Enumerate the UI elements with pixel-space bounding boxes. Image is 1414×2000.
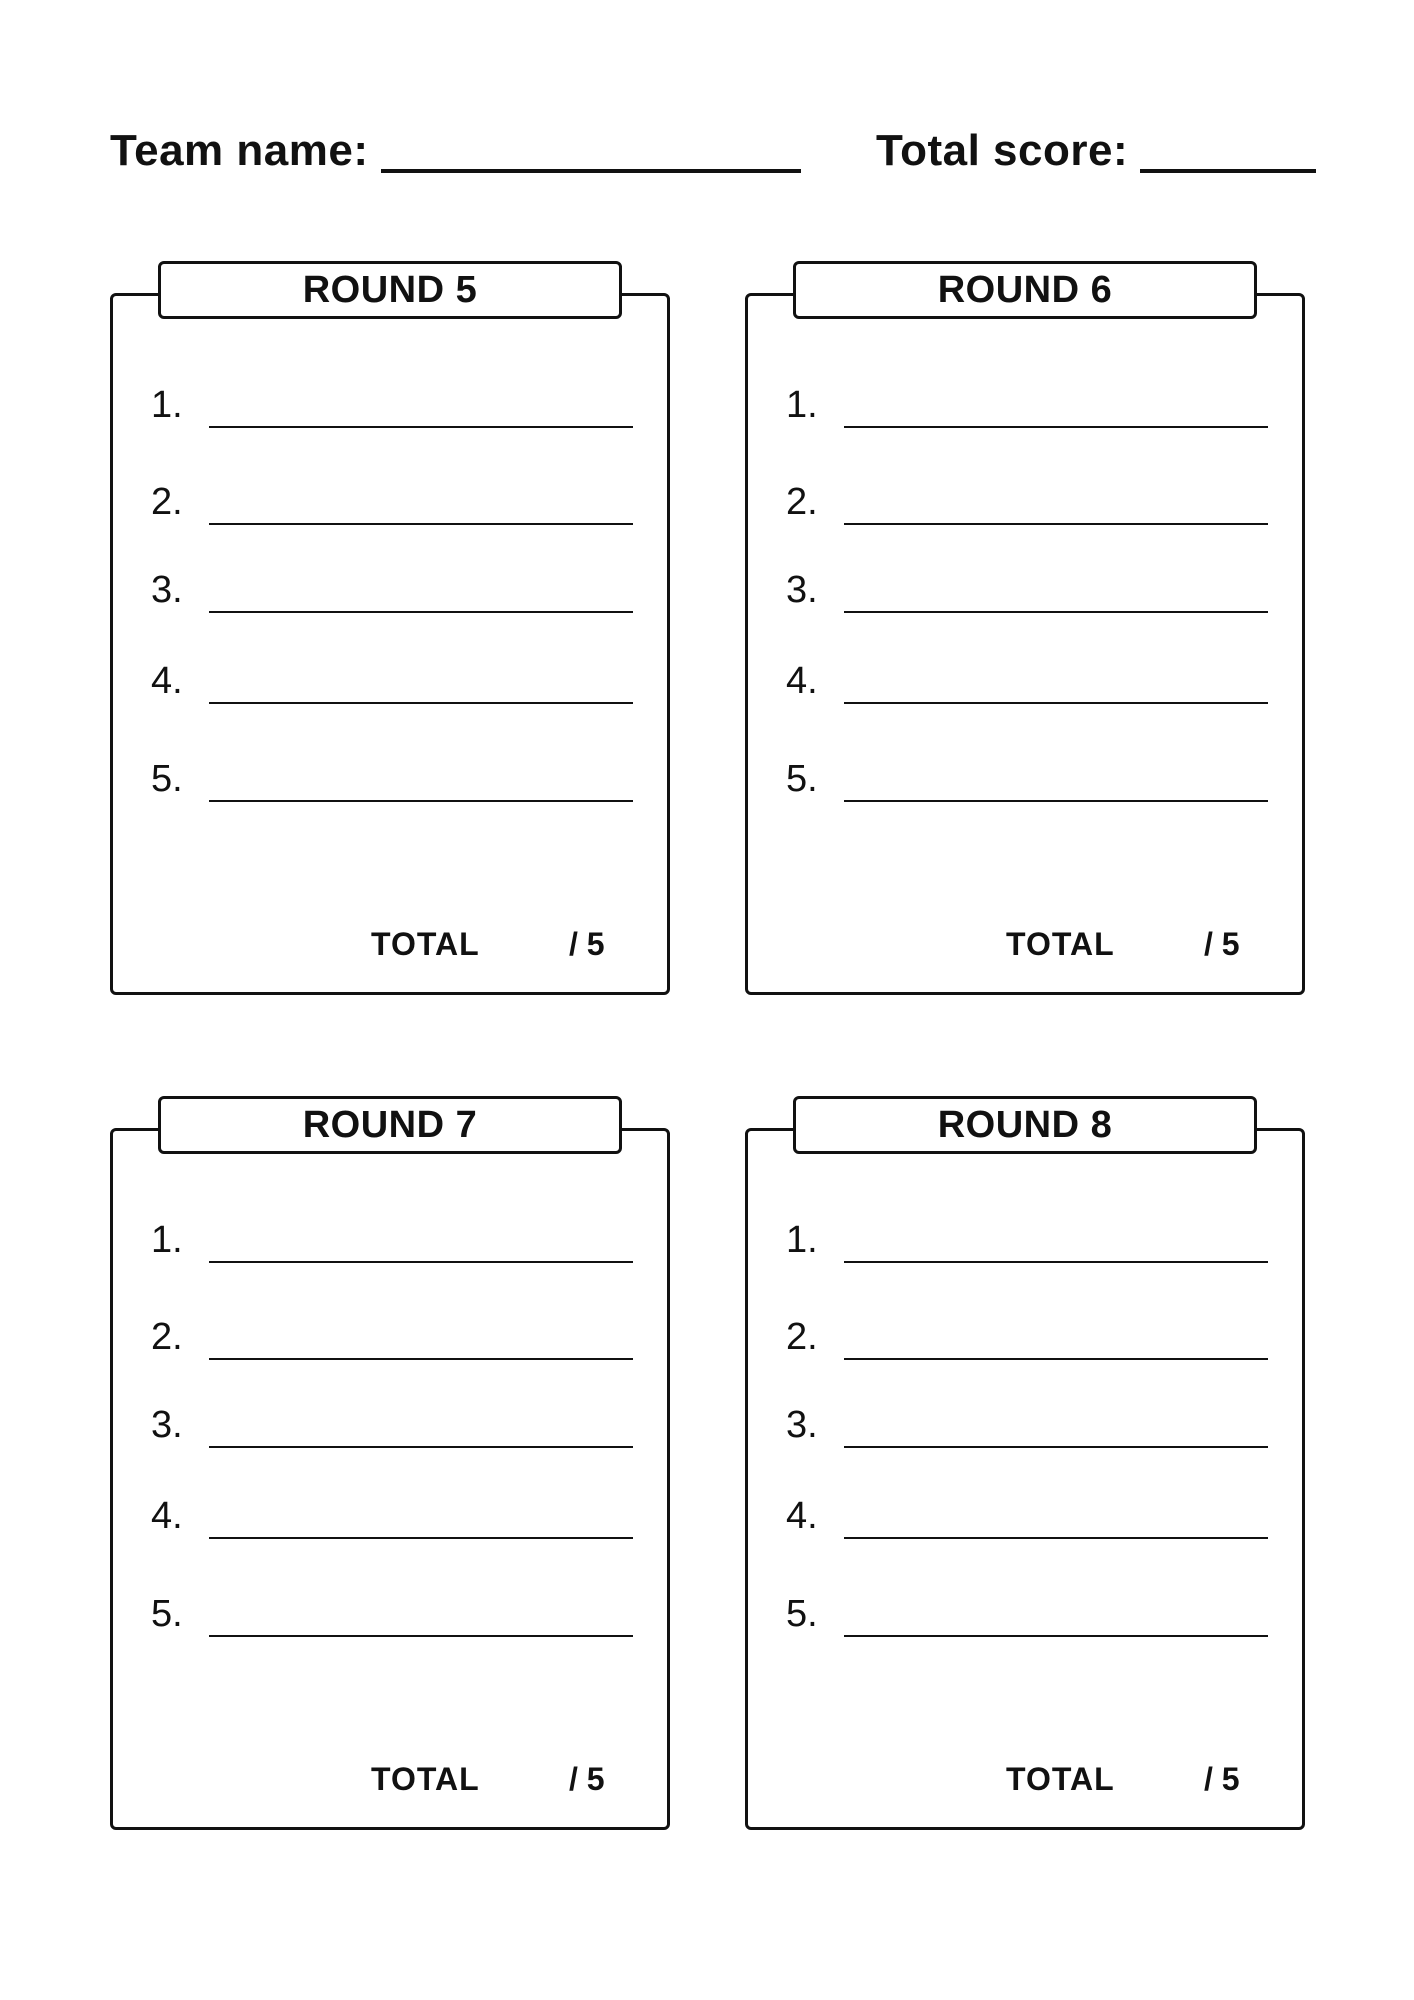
answer-line: [844, 523, 1268, 525]
answer-line: [844, 1261, 1268, 1263]
answer-number: 1.: [151, 1219, 183, 1261]
answer-line: [844, 1537, 1268, 1539]
answer-number: 3.: [151, 569, 183, 611]
round-card-body: [745, 1128, 1305, 1830]
round-title: ROUND 8: [937, 1103, 1113, 1146]
round-card: [110, 1096, 670, 1830]
answer-row: [151, 654, 641, 704]
answer-number: 2.: [786, 1316, 818, 1358]
answer-line: [209, 426, 633, 428]
round-total-label: TOTAL: [371, 1761, 480, 1797]
round-title-tab: [793, 261, 1257, 319]
answer-row: [786, 475, 1276, 525]
answer-line: [209, 1635, 633, 1637]
answer-number: 4.: [786, 660, 818, 702]
answer-row: [151, 1213, 641, 1263]
team-name-label: Team name:: [110, 126, 369, 175]
answer-line: [209, 800, 633, 802]
answer-number: 3.: [151, 1404, 183, 1446]
answer-line: [844, 702, 1268, 704]
answer-line: [844, 426, 1268, 428]
answer-number: 3.: [786, 1404, 818, 1446]
answer-number: 2.: [786, 481, 818, 523]
answer-row: [151, 563, 641, 613]
answer-number: 4.: [151, 660, 183, 702]
answer-row: [151, 1489, 641, 1539]
answer-row: [786, 1587, 1276, 1637]
answer-number: 5.: [786, 1593, 818, 1635]
answer-row: [786, 1489, 1276, 1539]
round-card-body: [110, 293, 670, 995]
total-score-label: Total score:: [876, 126, 1129, 175]
round-title: ROUND 5: [302, 268, 478, 311]
answer-row: [151, 1587, 641, 1637]
answer-number: 2.: [151, 481, 183, 523]
round-card: [745, 261, 1305, 995]
answer-number: 2.: [151, 1316, 183, 1358]
round-total-max: / 5: [569, 1761, 605, 1797]
answer-row: [786, 378, 1276, 428]
round-title: ROUND 6: [937, 268, 1113, 311]
round-title-tab: [793, 1096, 1257, 1154]
round-title-tab: [158, 261, 622, 319]
answer-number: 1.: [786, 1219, 818, 1261]
answer-line: [209, 1446, 633, 1448]
round-card: [110, 261, 670, 995]
answer-line: [844, 800, 1268, 802]
answer-line: [209, 702, 633, 704]
round-title: ROUND 7: [302, 1103, 478, 1146]
round-title-tab: [158, 1096, 622, 1154]
answer-row: [151, 1310, 641, 1360]
answer-number: 4.: [151, 1495, 183, 1537]
answer-line: [844, 1635, 1268, 1637]
total-score-line: [1140, 169, 1316, 173]
answer-line: [844, 1358, 1268, 1360]
answer-row: [151, 475, 641, 525]
team-name-field: [110, 113, 801, 173]
answer-number: 3.: [786, 569, 818, 611]
round-total-max: / 5: [569, 926, 605, 962]
answer-row: [151, 378, 641, 428]
team-name-line: [381, 169, 801, 173]
answer-number: 5.: [151, 758, 183, 800]
answer-row: [786, 563, 1276, 613]
round-card-body: [745, 293, 1305, 995]
answer-number: 1.: [786, 384, 818, 426]
answer-row: [786, 654, 1276, 704]
round-total-label: TOTAL: [1006, 1761, 1115, 1797]
answer-row: [151, 1398, 641, 1448]
round-total-max: / 5: [1204, 926, 1240, 962]
answer-line: [209, 1261, 633, 1263]
answer-line: [209, 1358, 633, 1360]
answer-number: 1.: [151, 384, 183, 426]
round-total-label: TOTAL: [371, 926, 480, 962]
answer-line: [209, 611, 633, 613]
answer-number: 5.: [151, 1593, 183, 1635]
answer-line: [209, 523, 633, 525]
answer-row: [151, 752, 641, 802]
round-total-max: / 5: [1204, 1761, 1240, 1797]
round-total-label: TOTAL: [1006, 926, 1115, 962]
answer-row: [786, 1213, 1276, 1263]
answer-line: [844, 1446, 1268, 1448]
sheet-header: [0, 113, 1414, 173]
round-card: [745, 1096, 1305, 1830]
total-score-field: [876, 113, 1316, 173]
answer-row: [786, 1398, 1276, 1448]
answer-line: [844, 611, 1268, 613]
round-card-body: [110, 1128, 670, 1830]
answer-number: 4.: [786, 1495, 818, 1537]
answer-row: [786, 752, 1276, 802]
answer-line: [209, 1537, 633, 1539]
answer-row: [786, 1310, 1276, 1360]
answer-number: 5.: [786, 758, 818, 800]
